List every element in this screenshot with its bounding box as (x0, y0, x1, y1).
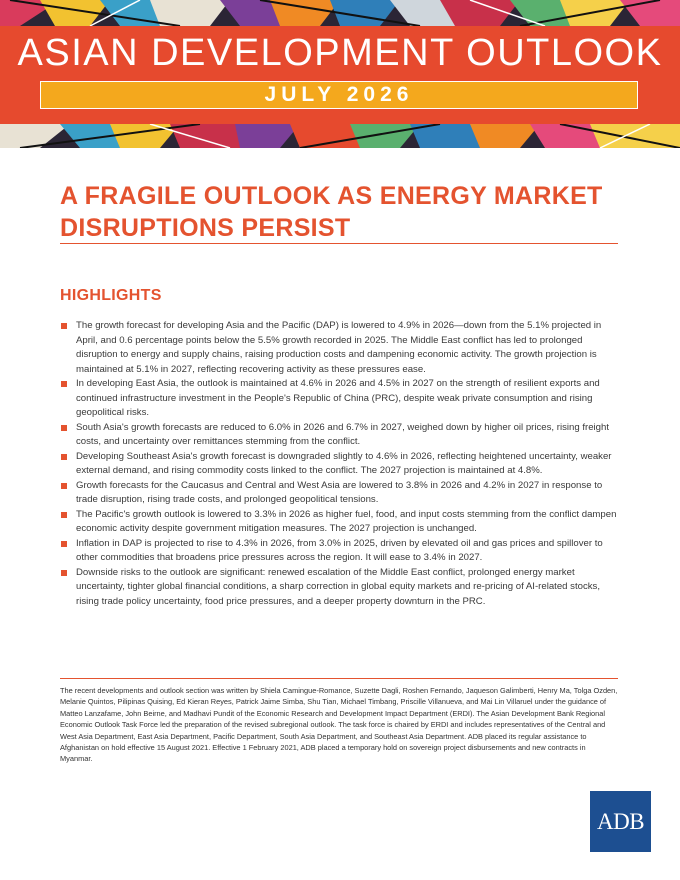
highlight-item (60, 450, 620, 479)
highlight-item (60, 566, 620, 610)
page-headline: A FRAGILE OUTLOOK AS ENERGY MARKET DISRUPTIONS PERSIST (60, 182, 603, 242)
highlight-text: The growth forecast for developing Asia and the Pacific (DAP) is lowered to 4.9% in 2026—down from the 5.1% projected in April, and 0.6 percentage points below the 5.5% growth recorded in 2025. The Middle East conflict has led to prolonged disruption to energy and supply chains, raising production costs and dampening economic activity. The growth projection is maintained at 5.1% in 2027, reflecting recovering activity as these pressures ease. (76, 320, 602, 375)
bullet-square-icon (61, 483, 67, 489)
bullet-square-icon (61, 425, 67, 431)
highlight-item (60, 537, 620, 566)
highlight-item (60, 479, 620, 508)
bullet-square-icon (61, 512, 67, 518)
highlight-item (60, 377, 620, 421)
publication-title: ASIAN DEVELOPMENT OUTLOOK (17, 32, 663, 74)
bullet-square-icon (61, 381, 67, 387)
highlight-text: Developing Southeast Asia's growth forecast is downgraded slightly to 4.6% in 2026, reflecting heightened uncertainty, weaker external demand, and rising commodity costs linked to the conflict. The 2027 projection is maintained at 4.8%. (76, 450, 612, 476)
bullet-square-icon (61, 454, 67, 460)
highlight-item (60, 421, 620, 450)
footnote-divider (60, 678, 618, 679)
highlight-item (60, 508, 620, 537)
highlight-text: South Asia's growth forecasts are reduced to 6.0% in 2026 and 6.7% in 2027, weighed down by higher oil prices, rising freight costs, and uncertainty over remittances stemming from the conflict. (76, 421, 610, 447)
highlight-text: Inflation in DAP is projected to rise to 4.3% in 2026, from 3.0% in 2025, driven by elevated oil and gas prices and spillover to other commodities that broadens price pressures across the region. It will ease to 3.4% in 2027. (76, 537, 603, 563)
publication-date: JULY 2026 (40, 81, 638, 109)
highlight-text: The Pacific's growth outlook is lowered to 3.3% in 2026 as higher fuel, food, and input costs stemming from the conflict dampen economic activity despite government mitigation measures. The 2027 projection is unchanged. (76, 508, 617, 534)
cover-banner (0, 0, 680, 148)
adb-logo: ADB (590, 791, 651, 852)
highlights-list (60, 319, 620, 609)
authorship-footnote: The recent developments and outlook section was written by Shiela Camingue-Romance, Suzette Dagli, Roshen Fernando, Jaqueson Galimberti, Henry Ma, Tolga Ozden, Melanie Quintos, Pilipinas Quising, Ed Kieran Reyes, Patrick Jaime Simba, Shu Tian, Michael Timbang, Priscille Villanueva, and Mai Lin Villaruel under the guidance of Matteo Lanzafame, John Beirne, and Madhavi Pundit of the Economic Research and Development Impact Department (ERDI). The Asian Development Bank Regional Economic Outlook Task Force led the preparation of the revised subregional outlook. The task force is chaired by ERDI and includes representatives of the Central and West Asia Department, East Asia Department, Pacific Department, South Asia Department, and Southeast Asia Department. ADB placed its regular assistance to Afghanistan on hold effective 15 August 2021. Effective 1 February 2021, ADB placed a temporary hold on sovereign project disbursements and new contracts in Myanmar. (60, 686, 618, 764)
bullet-square-icon (61, 570, 67, 576)
bullet-square-icon (61, 541, 67, 547)
highlight-text: Growth forecasts for the Caucasus and Central and West Asia are lowered to 3.8% in 2026 and 4.2% in 2027 in response to trade disruption, rising trade costs, and prolonged geopolitical tensions. (76, 479, 603, 505)
highlights-heading: HIGHLIGHTS (60, 287, 162, 304)
bullet-square-icon (61, 323, 67, 329)
highlight-item (60, 319, 620, 377)
highlight-text: Downside risks to the outlook are significant: renewed escalation of the Middle East conflict, prolonged energy market uncertainty, tighter global financial conditions, a sharp correction in global equity markets and re-pricing of AI-related stocks, rising trade policy uncertainty, food price pressures, and a deeper property downturn in the PRC. (76, 566, 601, 607)
highlight-text: In developing East Asia, the outlook is maintained at 4.6% in 2026 and 4.5% in 2027 on the strength of resilient exports and continued infrastructure investment in the People's Republic of China (PRC), despite weak private consumption and rising geopolitical risks. (76, 378, 600, 418)
headline-divider (60, 243, 618, 244)
